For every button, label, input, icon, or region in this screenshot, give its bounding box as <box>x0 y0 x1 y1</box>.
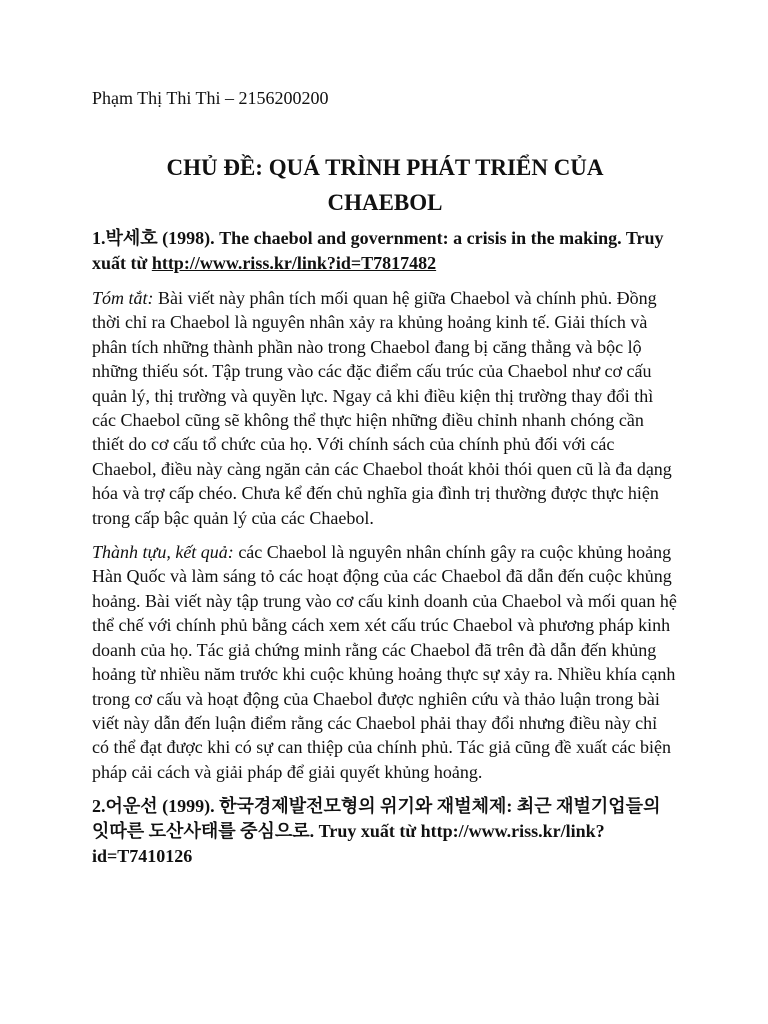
summary-lead: Tóm tắt: <box>92 288 154 308</box>
author-line: Phạm Thị Thi Thi – 2156200200 <box>92 88 329 108</box>
reference-1 <box>92 226 678 276</box>
results-text: các Chaebol là nguyên nhân chính gây ra cuộc khủng hoảng Hàn Quốc và làm sáng tỏ các hoạt động của các Chaebol đã dẫn đến cuộc khủng hoảng. Bài viết này tập trung vào cơ cấu kinh doanh của Chaebol và mối quan hệ thể chế với chính phủ bằng cách xem xét cấu trúc Chaebol và phương pháp kinh doanh của họ. Tác giả chứng minh rằng các Chaebol đã trên đà dẫn đến khủng hoảng từ nhiều năm trước khi cuộc khủng hoảng thực sự xảy ra. Nhiều khía cạnh trong cơ cấu và hoạt động của Chaebol được nghiên cứu và thảo luận trong bài viết này dẫn đến luận điểm rằng các Chaebol phải thay đổi nhưng điều này chỉ có thể đạt được khi có sự can thiệp của chính phủ. Tác giả cũng đề xuất các biện pháp cải cách và giải pháp để giải quyết khủng hoảng. <box>92 542 677 782</box>
reference-2-link[interactable]: http://www.riss.kr/link?id=T7410126 <box>92 821 605 867</box>
reference-2-text: 2.어운선 (1999). 한국경제발전모형의 위기와 재벌체제: 최근 재벌기업들의 잇따른 도산사태를 중심으로. Truy xuất từ <box>92 796 661 842</box>
page-title: CHỦ ĐỀ: QUÁ TRÌNH PHÁT TRIỂN CỦA CHAEBOL <box>166 155 604 215</box>
results-lead: Thành tựu, kết quả: <box>92 542 234 563</box>
reference-1-link[interactable]: http://www.riss.kr/link?id=T7817482 <box>151 253 437 273</box>
reference-2 <box>92 794 678 869</box>
results-paragraph <box>92 540 678 784</box>
reference-1-text: 1.박세호 (1998). The chaebol and government: a crisis in the making. Truy xuất từ <box>92 228 664 273</box>
summary-text: Bài viết này phân tích mối quan hệ giữa Chaebol và chính phủ. Đồng thời chỉ ra Chaebol là nguyên nhân xảy ra khủng hoảng kinh tế. Giải thích và phân tích những thành phần nào trong Chaebol đang bị căng thẳng và bộc lộ những thiếu sót. Tập trung vào các đặc điểm cấu trúc của Chaebol như cơ cấu quản lý, thị trường và quyền lực. Ngay cả khi điều kiện thị trường thay đổi thì các Chaebol cũng sẽ không thể thực hiện những điều chỉnh nhanh chóng cần thiết do cơ cấu tổ chức của họ. Với chính sách của chính phủ đối với các Chaebol, điều này càng ngăn cản các Chaebol thoát khỏi thói quen cũ là đa dạng hóa và trợ cấp chéo. Chưa kể đến chủ nghĩa gia đình trị thường được thực hiện trong cấp bậc quản lý của các Chaebol. <box>92 288 672 528</box>
summary-paragraph <box>92 286 678 530</box>
